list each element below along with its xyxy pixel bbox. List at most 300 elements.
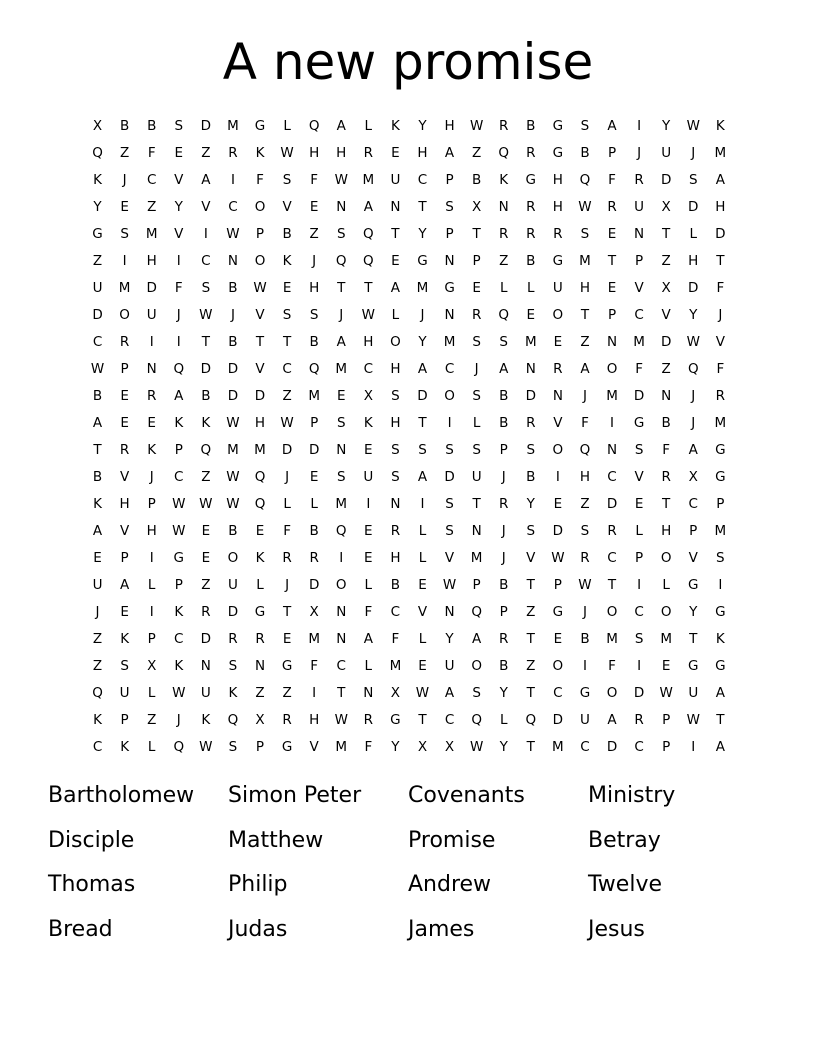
- grid-letter: E: [364, 550, 373, 566]
- grid-letter: D: [688, 199, 699, 215]
- grid-letter: N: [336, 442, 347, 458]
- word-list-item: Bartholomew: [48, 783, 195, 808]
- grid-letter: C: [417, 172, 428, 188]
- grid-letter: L: [283, 496, 291, 512]
- grid-letter: L: [256, 577, 264, 593]
- grid-letter: O: [606, 361, 618, 377]
- grid-letter: I: [555, 469, 560, 485]
- grid-letter: X: [92, 118, 103, 134]
- grid-letter: R: [363, 145, 374, 161]
- grid-letter: S: [418, 442, 427, 458]
- grid-letter: P: [499, 604, 508, 620]
- word-list-item: Judas: [228, 916, 288, 942]
- grid-letter: H: [579, 469, 591, 485]
- grid-letter: W: [226, 226, 240, 242]
- grid-letter: I: [637, 118, 642, 134]
- grid-letter: R: [661, 469, 671, 485]
- grid-letter: T: [607, 577, 617, 593]
- grid-letter: Y: [689, 604, 698, 620]
- grid-letter: F: [662, 442, 671, 458]
- grid-row: [84, 113, 734, 140]
- grid-letter: W: [659, 685, 673, 701]
- grid-letter: K: [93, 172, 102, 188]
- grid-letter: W: [253, 280, 267, 296]
- grid-letter: L: [635, 523, 643, 539]
- grid-letter: L: [364, 658, 373, 674]
- grid-letter: B: [390, 577, 401, 593]
- grid-letter: K: [201, 415, 211, 431]
- grid-letter: L: [310, 496, 318, 512]
- grid-letter: O: [552, 307, 564, 323]
- grid-letter: T: [282, 334, 292, 350]
- word-list-item: Philip: [228, 872, 288, 897]
- grid-letter: Z: [282, 388, 292, 404]
- grid-letter: A: [336, 334, 346, 350]
- grid-letter: E: [634, 496, 644, 512]
- grid-letter: Z: [661, 253, 671, 269]
- grid-letter: J: [339, 307, 344, 323]
- grid-letter: C: [92, 334, 103, 350]
- grid-letter: R: [119, 334, 130, 350]
- grid-letter: E: [120, 388, 129, 404]
- grid-letter: T: [662, 226, 671, 242]
- grid-letter: B: [499, 577, 509, 593]
- grid-letter: S: [445, 199, 454, 215]
- grid-letter: H: [444, 118, 455, 134]
- grid-letter: A: [174, 388, 184, 404]
- grid-letter: A: [119, 577, 130, 593]
- grid-letter: D: [633, 388, 645, 404]
- grid-row: [84, 167, 734, 194]
- grid-letter: X: [472, 199, 482, 215]
- grid-letter: B: [661, 415, 671, 431]
- grid-letter: E: [418, 577, 427, 593]
- grid-letter: M: [118, 280, 131, 296]
- grid-letter: P: [310, 415, 319, 431]
- grid-letter: Z: [580, 334, 590, 350]
- grid-letter: O: [254, 199, 266, 215]
- grid-letter: M: [227, 442, 239, 458]
- grid-letter: V: [255, 307, 265, 323]
- grid-letter: U: [688, 685, 699, 701]
- grid-letter: O: [119, 307, 130, 323]
- grid-letter: K: [201, 712, 211, 728]
- grid-row: [84, 518, 734, 545]
- grid-letter: V: [174, 172, 184, 188]
- grid-letter: S: [201, 280, 211, 296]
- grid-letter: W: [280, 145, 294, 161]
- grid-letter: C: [607, 550, 617, 566]
- grid-letter: B: [526, 118, 536, 134]
- grid-letter: U: [390, 172, 401, 188]
- grid-letter: Q: [308, 361, 320, 377]
- grid-letter: A: [444, 685, 455, 701]
- grid-letter: A: [363, 631, 373, 647]
- grid-letter: N: [227, 253, 238, 269]
- grid-letter: S: [336, 226, 346, 242]
- grid-letter: E: [93, 550, 102, 566]
- grid-letter: M: [308, 388, 320, 404]
- grid-letter: I: [176, 253, 181, 269]
- grid-letter: V: [282, 199, 292, 215]
- grid-letter: A: [688, 442, 698, 458]
- grid-letter: B: [228, 280, 238, 296]
- grid-letter: O: [444, 388, 455, 404]
- grid-letter: X: [390, 685, 401, 701]
- grid-letter: G: [715, 604, 726, 620]
- grid-letter: V: [688, 550, 698, 566]
- grid-letter: W: [334, 712, 348, 728]
- grid-letter: W: [172, 496, 186, 512]
- grid-letter: A: [444, 145, 455, 161]
- grid-row: [84, 194, 734, 221]
- grid-letter: N: [606, 442, 618, 458]
- grid-letter: W: [334, 172, 348, 188]
- grid-letter: V: [634, 469, 644, 485]
- grid-letter: T: [418, 199, 427, 215]
- grid-letter: E: [282, 631, 292, 647]
- grid-letter: Y: [662, 118, 671, 134]
- grid-letter: S: [499, 334, 508, 350]
- grid-letter: B: [580, 145, 590, 161]
- grid-letter: U: [552, 280, 563, 296]
- grid-letter: O: [552, 658, 564, 674]
- grid-letter: Q: [363, 253, 374, 269]
- grid-letter: N: [336, 631, 347, 647]
- grid-letter: D: [606, 739, 618, 755]
- grid-letter: Z: [92, 658, 103, 674]
- grid-letter: G: [633, 415, 645, 431]
- grid-letter: D: [552, 712, 564, 728]
- grid-letter: G: [552, 145, 564, 161]
- grid-letter: J: [691, 415, 696, 431]
- grid-letter: W: [686, 334, 700, 350]
- grid-letter: P: [472, 577, 481, 593]
- grid-letter: Z: [526, 604, 536, 620]
- grid-letter: O: [660, 550, 672, 566]
- grid-letter: Z: [255, 685, 265, 701]
- grid-letter: Q: [498, 145, 510, 161]
- grid-letter: X: [661, 280, 671, 296]
- grid-letter: P: [662, 712, 671, 728]
- grid-letter: G: [281, 658, 293, 674]
- grid-letter: T: [716, 712, 725, 728]
- grid-letter: O: [552, 442, 564, 458]
- grid-letter: X: [363, 388, 373, 404]
- grid-letter: T: [526, 631, 535, 647]
- grid-letter: T: [607, 253, 617, 269]
- grid-letter: L: [147, 739, 156, 755]
- grid-letter: K: [93, 496, 102, 512]
- grid-letter: A: [92, 523, 103, 539]
- grid-letter: S: [526, 523, 536, 539]
- grid-letter: Z: [499, 253, 509, 269]
- grid-letter: K: [390, 118, 400, 134]
- grid-letter: E: [364, 523, 373, 539]
- grid-letter: R: [526, 226, 536, 242]
- grid-letter: E: [120, 199, 129, 215]
- grid-letter: P: [662, 739, 671, 755]
- grid-letter: M: [606, 388, 618, 404]
- grid-letter: O: [254, 253, 266, 269]
- grid-letter: H: [363, 334, 374, 350]
- grid-letter: Q: [579, 442, 591, 458]
- grid-letter: J: [582, 604, 587, 620]
- grid-letter: S: [391, 442, 400, 458]
- grid-letter: J: [230, 307, 235, 323]
- grid-row: [84, 410, 734, 437]
- grid-letter: R: [607, 199, 617, 215]
- grid-letter: T: [337, 280, 346, 296]
- grid-letter: A: [715, 739, 725, 755]
- grid-letter: V: [255, 361, 265, 377]
- grid-letter: I: [122, 253, 127, 269]
- grid-letter: G: [92, 226, 103, 242]
- grid-letter: S: [336, 469, 346, 485]
- grid-letter: Q: [173, 739, 185, 755]
- grid-letter: L: [391, 307, 400, 323]
- grid-row: [84, 707, 734, 734]
- grid-letter: F: [716, 280, 725, 296]
- grid-letter: T: [364, 280, 373, 296]
- grid-letter: J: [501, 550, 506, 566]
- grid-letter: K: [499, 172, 509, 188]
- grid-letter: L: [662, 577, 670, 593]
- grid-letter: L: [499, 712, 508, 728]
- grid-letter: W: [469, 739, 484, 755]
- grid-letter: N: [390, 496, 401, 512]
- grid-letter: F: [635, 361, 643, 377]
- word-list-item: Thomas: [48, 872, 136, 897]
- grid-letter: I: [149, 604, 154, 620]
- grid-letter: W: [686, 712, 700, 728]
- grid-letter: T: [472, 226, 481, 242]
- grid-row: [84, 275, 734, 302]
- grid-letter: L: [527, 280, 535, 296]
- grid-letter: Y: [499, 739, 508, 755]
- grid-letter: B: [526, 469, 536, 485]
- grid-letter: G: [688, 658, 699, 674]
- grid-letter: F: [391, 631, 400, 647]
- grid-letter: Z: [580, 496, 590, 512]
- grid-letter: W: [226, 415, 240, 431]
- grid-letter: O: [660, 604, 672, 620]
- grid-letter: S: [445, 496, 454, 512]
- grid-letter: I: [582, 658, 587, 674]
- grid-letter: G: [281, 739, 293, 755]
- grid-letter: V: [174, 226, 184, 242]
- grid-letter: P: [120, 361, 129, 377]
- grid-row: [84, 302, 734, 329]
- grid-letter: N: [634, 226, 645, 242]
- grid-letter: H: [309, 712, 320, 728]
- grid-letter: H: [146, 253, 157, 269]
- word-list-item: Ministry: [588, 783, 676, 808]
- grid-letter: N: [444, 307, 455, 323]
- grid-letter: I: [718, 577, 723, 593]
- grid-letter: T: [418, 712, 427, 728]
- grid-letter: T: [93, 442, 102, 458]
- grid-letter: C: [174, 469, 184, 485]
- grid-letter: I: [203, 226, 208, 242]
- grid-letter: B: [92, 469, 103, 485]
- grid-letter: V: [526, 550, 536, 566]
- grid-letter: H: [552, 172, 563, 188]
- grid-letter: A: [336, 118, 346, 134]
- grid-letter: C: [444, 361, 455, 377]
- grid-letter: Z: [92, 631, 103, 647]
- grid-letter: H: [390, 415, 401, 431]
- grid-letter: S: [472, 685, 481, 701]
- grid-letter: E: [418, 658, 427, 674]
- grid-letter: D: [633, 685, 645, 701]
- grid-letter: O: [606, 604, 618, 620]
- grid-letter: P: [445, 226, 454, 242]
- grid-letter: M: [308, 631, 320, 647]
- grid-letter: G: [715, 658, 726, 674]
- grid-letter: D: [308, 577, 320, 593]
- grid-row: [84, 734, 734, 761]
- grid-letter: G: [173, 550, 184, 566]
- grid-letter: E: [309, 469, 319, 485]
- grid-letter: K: [174, 415, 184, 431]
- grid-letter: D: [525, 388, 536, 404]
- grid-letter: V: [661, 307, 671, 323]
- grid-letter: S: [526, 442, 536, 458]
- grid-letter: Z: [661, 361, 671, 377]
- grid-letter: S: [120, 226, 129, 242]
- grid-letter: N: [498, 199, 509, 215]
- grid-letter: M: [416, 280, 429, 296]
- grid-letter: P: [635, 550, 644, 566]
- grid-letter: N: [363, 685, 374, 701]
- grid-letter: K: [228, 685, 238, 701]
- grid-letter: W: [172, 523, 186, 539]
- grid-letter: S: [391, 388, 400, 404]
- grid-letter: R: [634, 172, 644, 188]
- grid-letter: W: [551, 550, 565, 566]
- grid-letter: I: [447, 415, 452, 431]
- grid-letter: R: [201, 604, 211, 620]
- grid-letter: C: [688, 496, 698, 512]
- grid-letter: C: [634, 739, 644, 755]
- grid-letter: H: [688, 253, 699, 269]
- grid-letter: J: [691, 145, 696, 161]
- grid-letter: K: [174, 658, 184, 674]
- grid-letter: F: [608, 658, 616, 674]
- grid-letter: E: [336, 388, 346, 404]
- grid-letter: B: [499, 658, 509, 674]
- grid-letter: Q: [363, 226, 374, 242]
- grid-letter: K: [120, 631, 130, 647]
- grid-letter: G: [715, 469, 726, 485]
- grid-letter: Y: [174, 199, 183, 215]
- grid-letter: W: [226, 496, 240, 512]
- grid-letter: S: [580, 118, 590, 134]
- grid-letter: R: [147, 388, 157, 404]
- grid-letter: Q: [200, 442, 212, 458]
- grid-letter: A: [363, 199, 373, 215]
- grid-letter: A: [715, 172, 725, 188]
- grid-letter: V: [119, 469, 130, 485]
- grid-letter: X: [255, 712, 265, 728]
- grid-letter: C: [553, 685, 563, 701]
- grid-letter: I: [637, 577, 642, 593]
- grid-letter: J: [637, 145, 642, 161]
- grid-letter: V: [715, 334, 725, 350]
- grid-letter: F: [581, 415, 589, 431]
- grid-letter: R: [499, 496, 509, 512]
- grid-letter: A: [417, 469, 428, 485]
- grid-letter: T: [689, 631, 698, 647]
- grid-letter: X: [309, 604, 319, 620]
- grid-letter: Y: [93, 199, 102, 215]
- grid-letter: A: [580, 361, 590, 377]
- grid-letter: Z: [472, 145, 482, 161]
- grid-letter: H: [336, 145, 347, 161]
- grid-letter: L: [147, 577, 156, 593]
- grid-letter: U: [92, 280, 103, 296]
- grid-letter: W: [686, 118, 700, 134]
- grid-letter: I: [149, 550, 154, 566]
- grid-letter: S: [472, 442, 481, 458]
- grid-letter: R: [390, 523, 401, 539]
- grid-letter: D: [200, 118, 212, 134]
- grid-letter: U: [634, 199, 645, 215]
- grid-row: [84, 464, 734, 491]
- grid-letter: X: [417, 739, 428, 755]
- grid-letter: Q: [254, 469, 266, 485]
- grid-letter: R: [526, 415, 536, 431]
- grid-letter: M: [227, 118, 239, 134]
- grid-letter: G: [552, 604, 564, 620]
- grid-letter: B: [228, 523, 238, 539]
- grid-letter: I: [176, 334, 181, 350]
- grid-letter: U: [580, 712, 590, 728]
- grid-letter: X: [688, 469, 698, 485]
- grid-letter: R: [499, 631, 509, 647]
- grid-letter: R: [282, 550, 292, 566]
- grid-letter: B: [119, 118, 130, 134]
- grid-letter: Q: [335, 253, 347, 269]
- grid-letter: W: [199, 496, 213, 512]
- grid-letter: T: [526, 685, 535, 701]
- grid-letter: C: [634, 604, 644, 620]
- grid-letter: C: [228, 199, 238, 215]
- grid-letter: C: [444, 712, 455, 728]
- grid-letter: T: [282, 604, 292, 620]
- grid-letter: E: [147, 415, 156, 431]
- grid-letter: E: [391, 145, 400, 161]
- grid-letter: A: [499, 361, 509, 377]
- grid-row: [84, 329, 734, 356]
- grid-letter: S: [580, 226, 590, 242]
- grid-letter: E: [607, 226, 617, 242]
- grid-letter: P: [472, 253, 481, 269]
- grid-letter: H: [309, 145, 320, 161]
- grid-letter: D: [227, 388, 239, 404]
- grid-letter: J: [285, 469, 290, 485]
- grid-row: [84, 572, 734, 599]
- word-list-item: Betray: [588, 827, 661, 853]
- grid-letter: I: [637, 658, 642, 674]
- grid-letter: H: [579, 280, 591, 296]
- grid-letter: G: [688, 577, 699, 593]
- grid-letter: I: [230, 172, 235, 188]
- grid-letter: N: [606, 334, 618, 350]
- grid-letter: D: [308, 442, 320, 458]
- grid-row: [84, 140, 734, 167]
